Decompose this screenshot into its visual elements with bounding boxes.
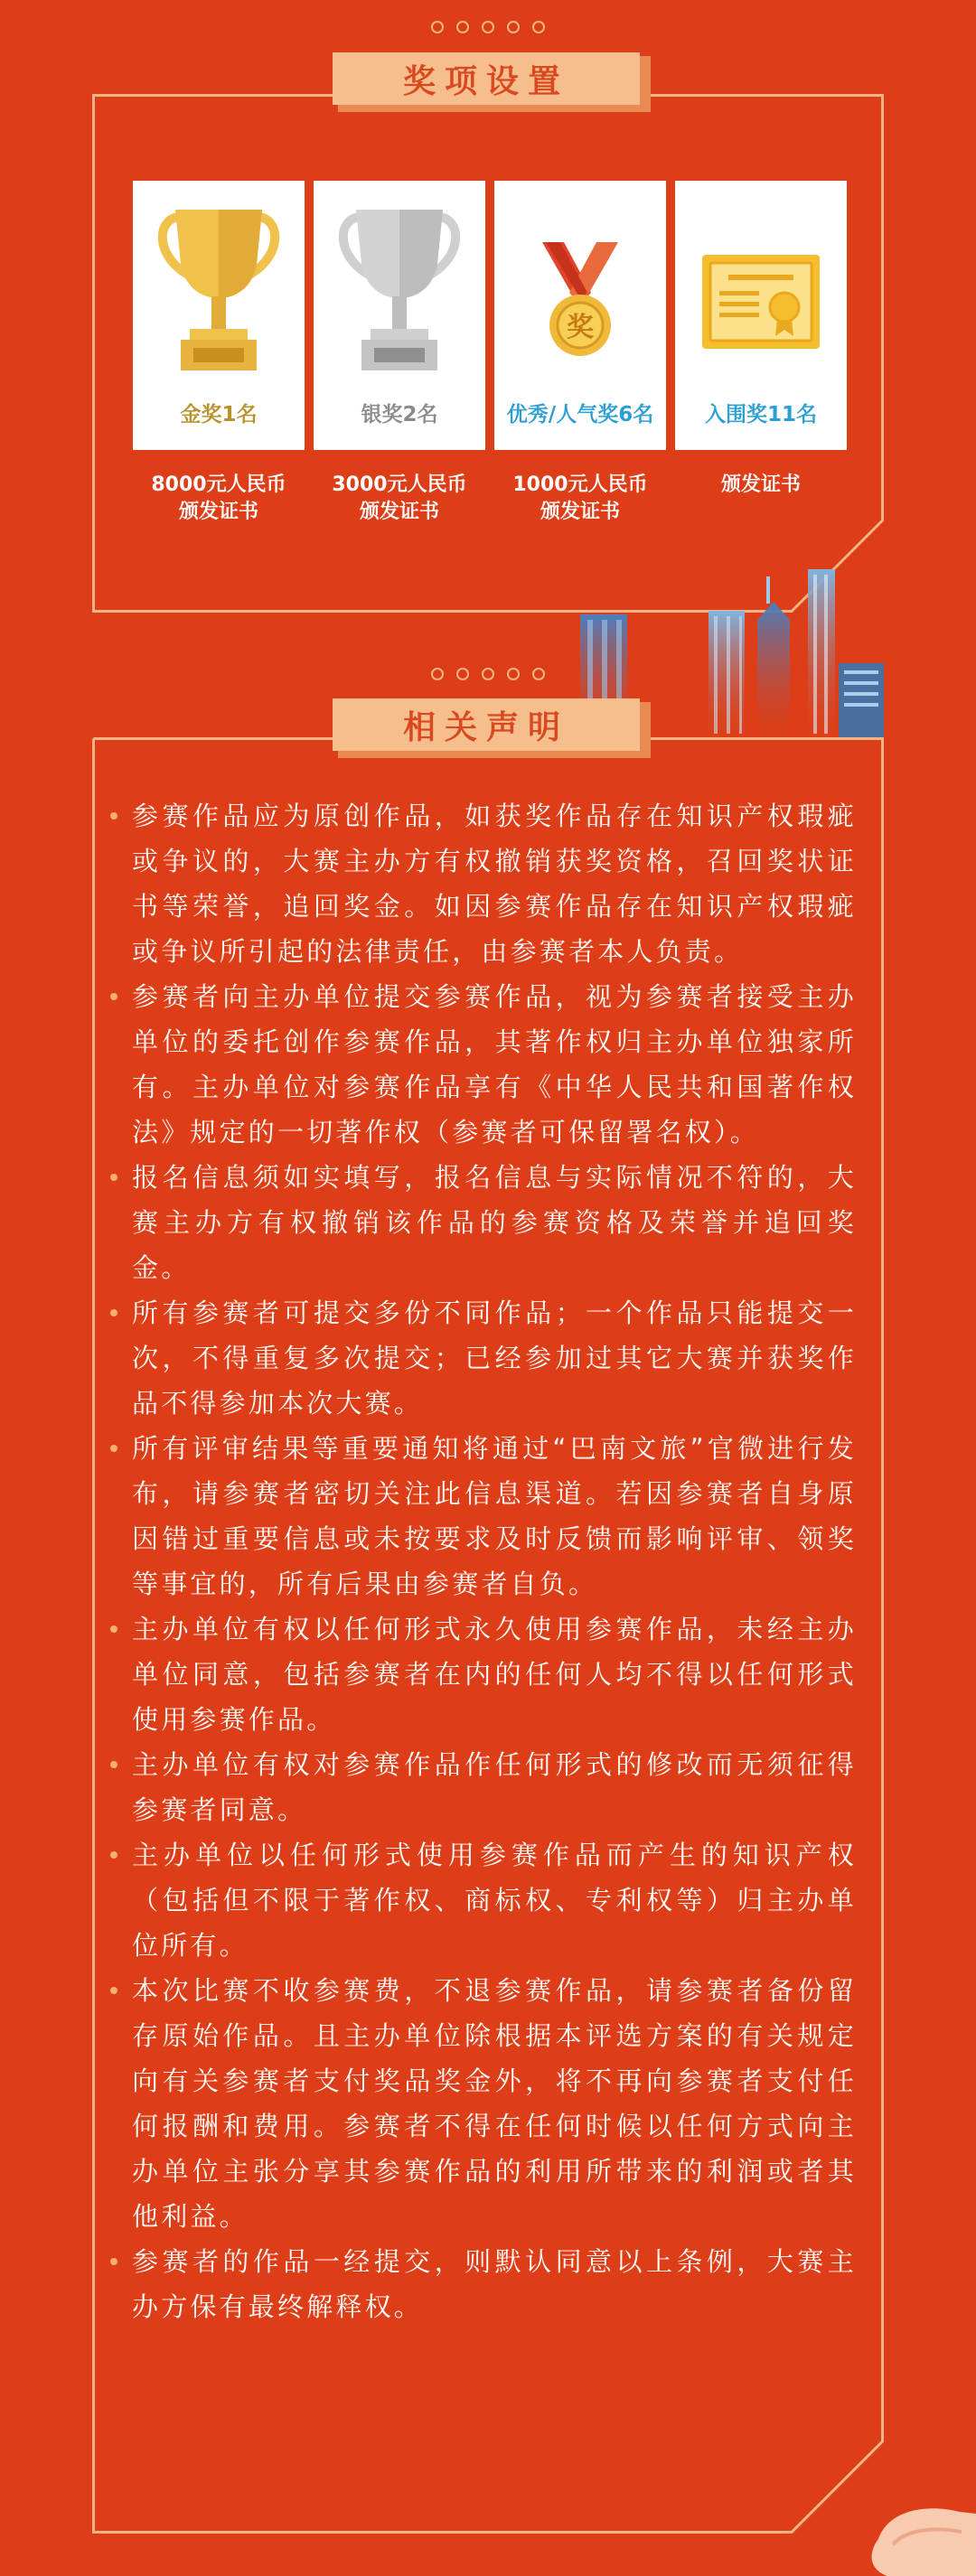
award-card-gold — [133, 181, 305, 450]
hand-decoration — [860, 2476, 976, 2576]
statement-title-badge — [333, 698, 651, 756]
medal-text: 奖 — [567, 312, 594, 343]
award-desc-silver-prize: 3000元人民币 — [332, 473, 467, 496]
medal-icon — [508, 192, 652, 377]
award-desc-silver-certificate: 颁发证书 — [359, 501, 439, 523]
statement-item: 主办单位有权以任何形式永久使用参赛作品，未经主办单位同意，包括参赛者在内的任何人均不得以任何形式使用参赛作品。 — [132, 1606, 857, 1742]
award-label-silver: 银奖2名 — [361, 403, 438, 426]
award-label-gold: 金奖1名 — [180, 403, 258, 426]
award-label-excellence: 优秀/人气奖6名 — [506, 403, 654, 426]
silver-trophy-icon — [327, 192, 472, 377]
statement-item: 参赛者向主办单位提交参赛作品，视为参赛者接受主办单位的委托创作参赛作品，其著作权归主办单位独家所有。主办单位对参赛作品享有《中华人民共和国著作权法》规定的一切著作权（参赛者可保留署名权）。 — [132, 974, 857, 1155]
award-desc-excellence — [485, 472, 675, 526]
statement-item: 主办单位有权对参赛作品作任何形式的修改而无须征得参赛者同意。 — [132, 1742, 857, 1832]
award-desc-gold-certificate: 颁发证书 — [178, 501, 258, 523]
award-card-finalist — [675, 181, 847, 450]
award-desc-silver — [305, 472, 494, 526]
award-desc-excellence-prize: 1000元人民币 — [512, 473, 648, 496]
awards-title-badge — [333, 52, 651, 110]
certificate-icon — [689, 192, 833, 377]
statement-item: 本次比赛不收参赛费，不退参赛作品，请参赛者备份留存原始作品。且主办单位除根据本评选方案的有关规定向有关参赛者支付奖品奖金外，将不再向参赛者支付任何报酬和费用。参赛者不得在任何时候以任何方式向主办单位主张分享其参赛作品的利用所带来的利润或者其他利益。 — [132, 1968, 857, 2239]
award-card-silver — [314, 181, 485, 450]
statement-item: 所有评审结果等重要通知将通过“巴南文旅”官微进行发布，请参赛者密切关注此信息渠道。若因参赛者自身原因错过重要信息或未按要求及时反馈而影响评审、领奖等事宜的，所有后果由参赛者自负。 — [132, 1426, 857, 1606]
award-desc-gold — [124, 472, 314, 526]
middle-dots — [0, 668, 976, 680]
statement-item: 所有参赛者可提交多份不同作品；一个作品只能提交一次，不得重复多次提交；已经参加过其它大赛并获奖作品不得参加本次大赛。 — [132, 1290, 857, 1426]
top-dots — [0, 21, 976, 33]
award-card-excellence — [494, 181, 666, 450]
award-desc-finalist — [666, 472, 856, 499]
gold-trophy-icon — [146, 192, 291, 377]
award-desc-excellence-certificate: 颁发证书 — [540, 501, 620, 523]
statement-list — [107, 793, 857, 2329]
awards-title: 奖项设置 — [333, 52, 640, 105]
statement-item: 主办单位以任何形式使用参赛作品而产生的知识产权（包括但不限于著作权、商标权、专利权等）归主办单位所有。 — [132, 1832, 857, 1968]
statement-item: 参赛作品应为原创作品，如获奖作品存在知识产权瑕疵或争议的，大赛主办方有权撤销获奖资格，召回奖状证书等荣誉，追回奖金。如因参赛作品存在知识产权瑕疵或争议所引起的法律责任，由参赛者本人负责。 — [132, 793, 857, 974]
statement-item: 参赛者的作品一经提交，则默认同意以上条例，大赛主办方保有最终解释权。 — [132, 2239, 857, 2329]
statement-item: 报名信息须如实填写，报名信息与实际情况不符的，大赛主办方有权撤销该作品的参赛资格及荣誉并追回奖金。 — [132, 1155, 857, 1290]
award-desc-gold-prize: 8000元人民币 — [151, 473, 286, 496]
award-desc-finalist-certificate: 颁发证书 — [720, 473, 801, 496]
statement-title: 相关声明 — [333, 698, 640, 751]
award-label-finalist: 入围奖11名 — [704, 403, 817, 426]
